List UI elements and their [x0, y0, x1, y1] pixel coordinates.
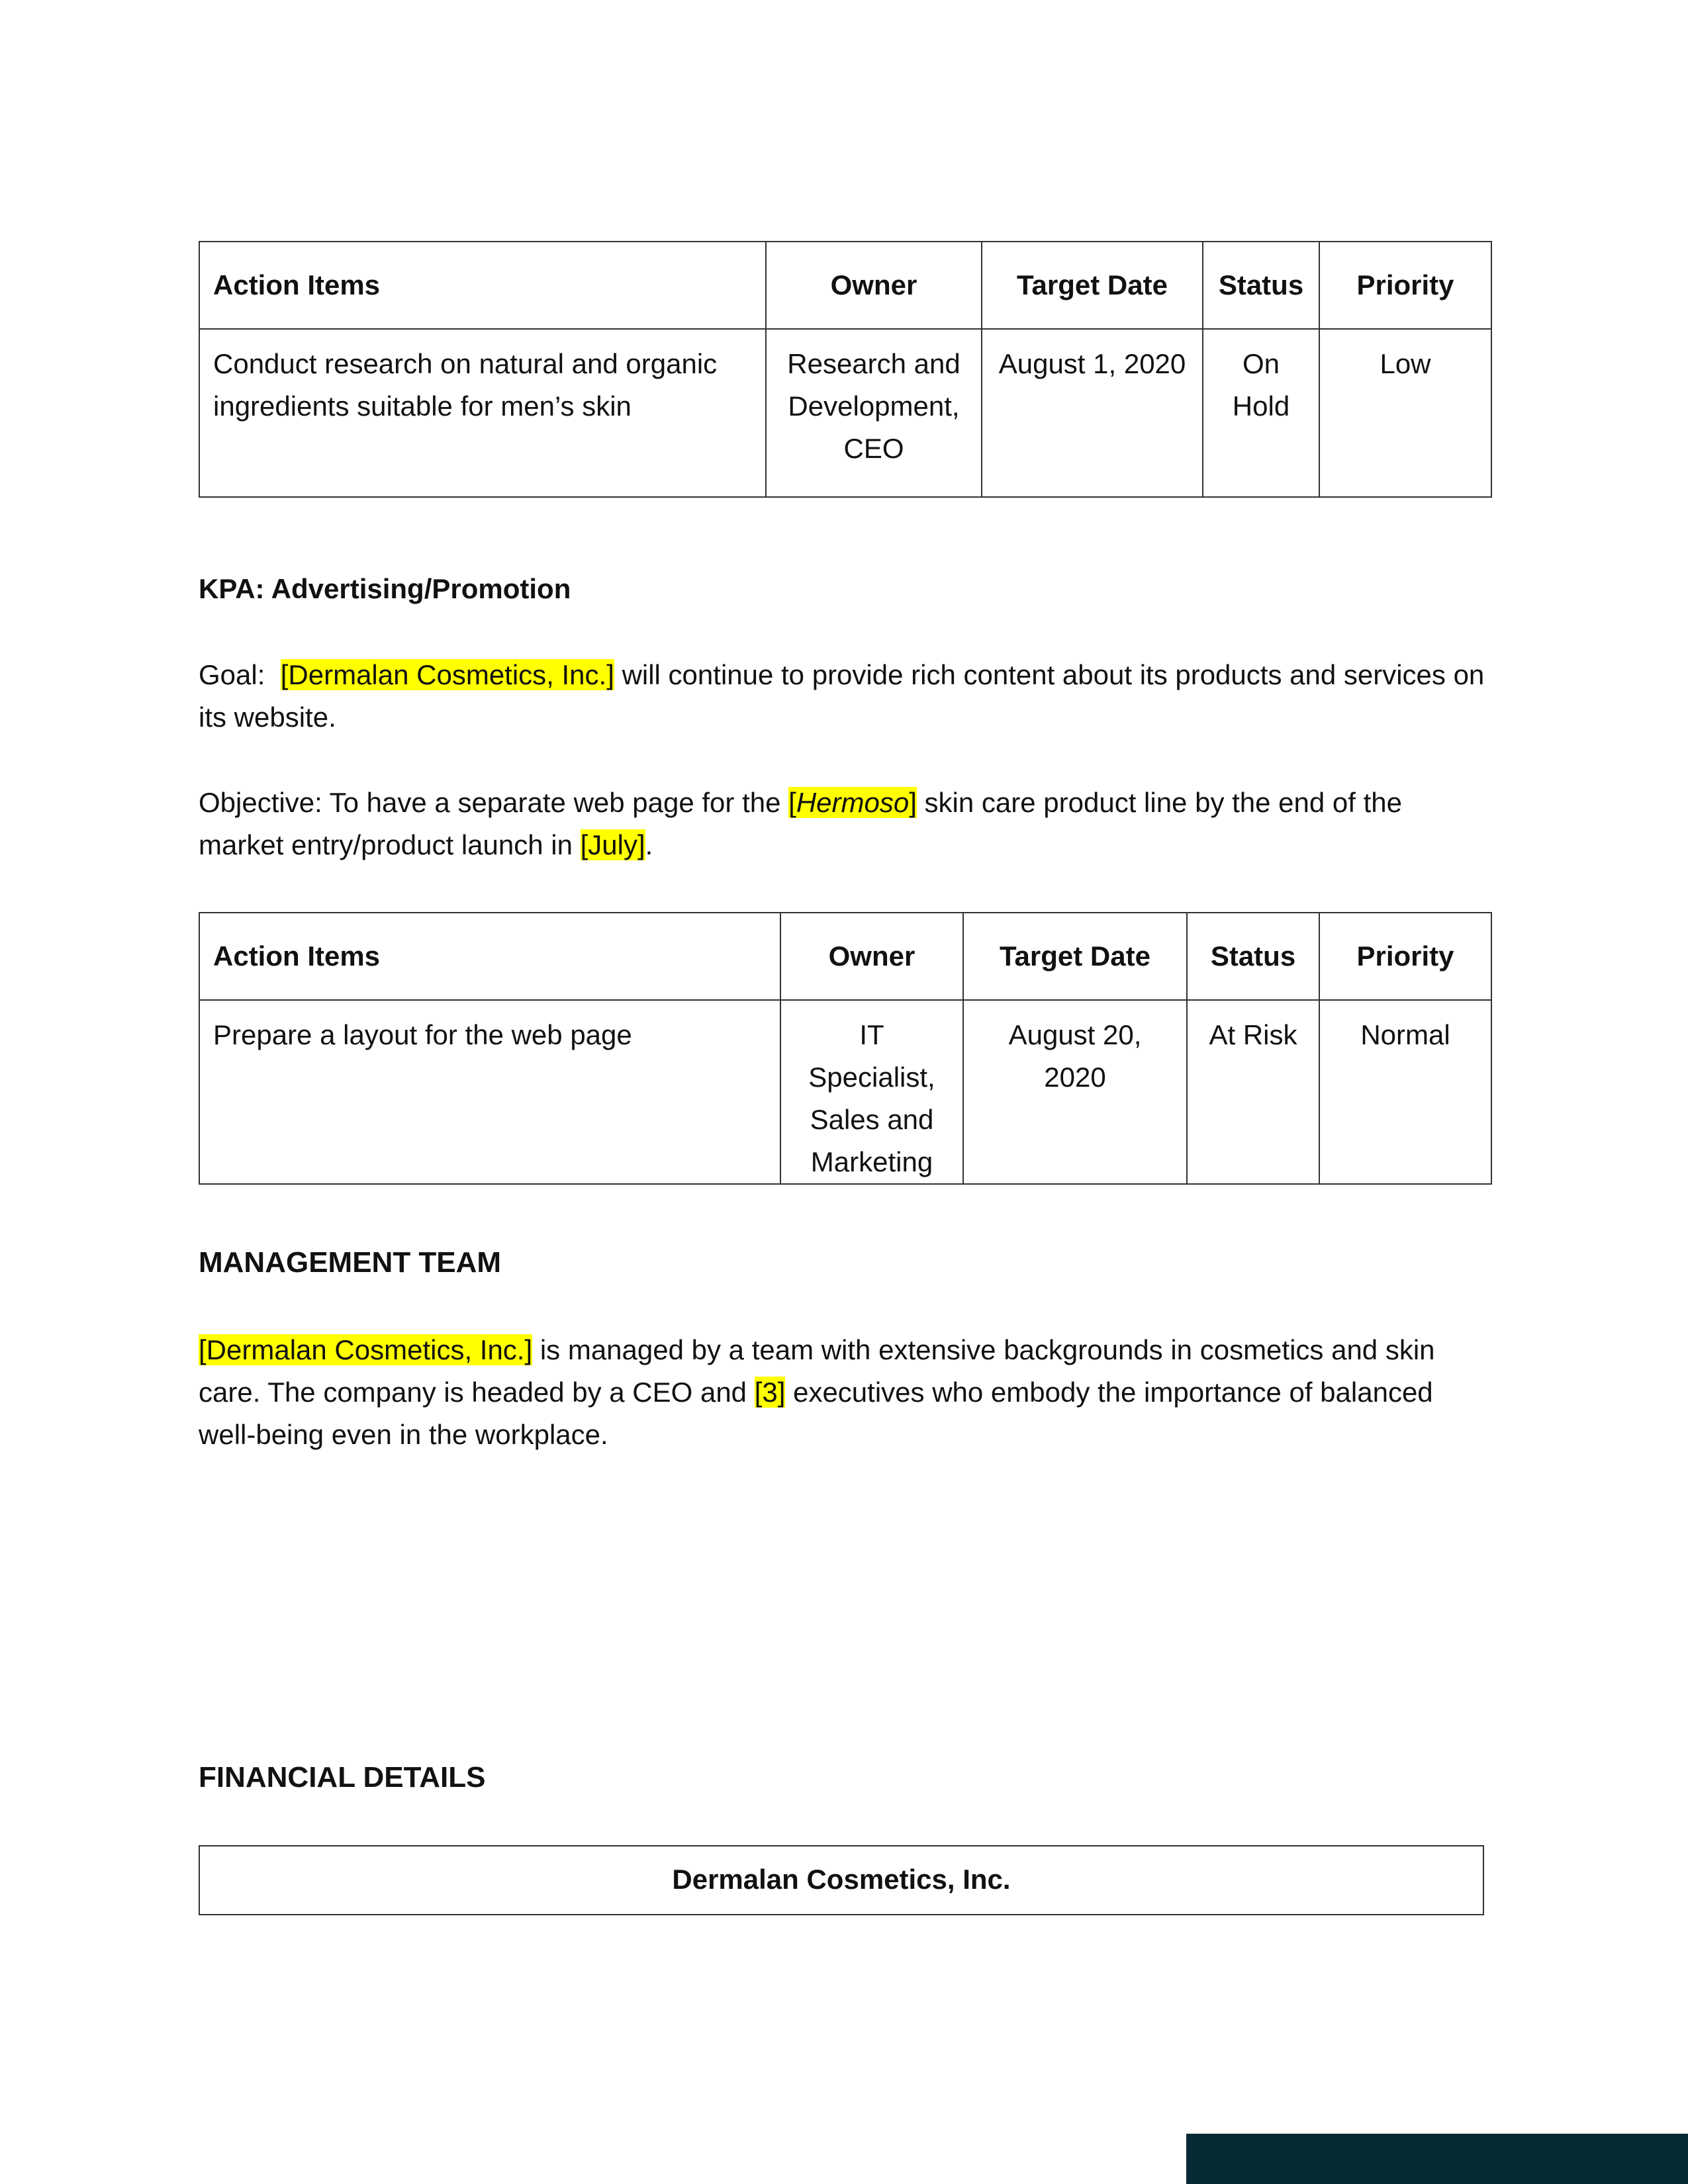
- bracket-close: ]: [909, 787, 917, 818]
- management-text-1: is managed by a team with extensive backgrounds in cosmetics and skin care. The company is headed by a CEO and: [199, 1334, 1435, 1408]
- header-priority: Priority: [1319, 913, 1491, 1000]
- management-company-placeholder: [Dermalan Cosmetics, Inc.]: [199, 1334, 533, 1365]
- cell-priority: Normal: [1319, 1000, 1491, 1184]
- header-target-date: Target Date: [982, 242, 1203, 329]
- cell-owner: [766, 329, 982, 497]
- owner-line: CEO: [843, 433, 904, 464]
- header-owner: Owner: [766, 242, 982, 329]
- objective-product-placeholder: [788, 787, 917, 818]
- bracket-open: [: [788, 787, 796, 818]
- date-line: 2020: [1044, 1062, 1106, 1093]
- kpa-heading: KPA: Advertising/Promotion: [199, 573, 571, 604]
- management-heading: MANAGEMENT TEAM: [199, 1246, 502, 1279]
- objective-month-placeholder: [July]: [580, 829, 645, 860]
- goal-text: will continue to provide rich content about its products and services on its website.: [199, 659, 1485, 733]
- owner-line: IT Specialist,: [808, 1019, 935, 1093]
- table-row: [199, 329, 1491, 497]
- financial-heading: FINANCIAL DETAILS: [199, 1761, 486, 1794]
- cell-target-date: [963, 1000, 1187, 1184]
- action-items-table-1: [199, 241, 1492, 498]
- header-target-date: Target Date: [963, 913, 1187, 1000]
- header-action-items: Action Items: [199, 242, 766, 329]
- footer-corner-block: [1186, 2134, 1688, 2184]
- header-status: Status: [1203, 242, 1319, 329]
- date-line: August 20,: [1008, 1019, 1142, 1050]
- cell-status: [1203, 329, 1319, 497]
- goal-company-placeholder: [Dermalan Cosmetics, Inc.]: [280, 659, 614, 690]
- action-items-table-2: [199, 912, 1492, 1185]
- table-header-row: [199, 242, 1491, 329]
- objective-paragraph: [199, 782, 1491, 866]
- financial-table-title: Dermalan Cosmetics, Inc.: [199, 1845, 1484, 1915]
- management-paragraph: [199, 1329, 1491, 1456]
- owner-line: Sales and: [810, 1104, 934, 1135]
- header-owner: Owner: [780, 913, 963, 1000]
- goal-paragraph: [199, 654, 1491, 739]
- goal-prefix: Goal:: [199, 659, 265, 690]
- cell-priority: Low: [1319, 329, 1491, 497]
- header-action-items: Action Items: [199, 913, 780, 1000]
- objective-end: .: [645, 829, 653, 860]
- management-count-placeholder: [3]: [754, 1377, 786, 1408]
- owner-line: Development,: [788, 390, 960, 422]
- cell-status: At Risk: [1187, 1000, 1319, 1184]
- cell-owner: [780, 1000, 963, 1184]
- objective-prefix: Objective: To have a separate web page for the: [199, 787, 781, 818]
- objective-middle: skin care product line by the end of the market entry/product launch in: [199, 787, 1402, 860]
- table-row: [199, 1000, 1491, 1184]
- owner-line: Marketing: [810, 1146, 933, 1177]
- owner-line: Research and: [787, 348, 961, 379]
- cell-action: Prepare a layout for the web page: [199, 1000, 780, 1184]
- status-line: Hold: [1232, 390, 1290, 422]
- cell-action: Conduct research on natural and organic ingredients suitable for men’s skin: [199, 329, 766, 497]
- table-header-row: [199, 913, 1491, 1000]
- cell-target-date: August 1, 2020: [982, 329, 1203, 497]
- status-line: On: [1242, 348, 1280, 379]
- header-priority: Priority: [1319, 242, 1491, 329]
- management-text-2: executives who embody the importance of balanced well-being even in the workplace.: [199, 1377, 1433, 1450]
- product-name: Hermoso: [796, 787, 910, 818]
- header-status: Status: [1187, 913, 1319, 1000]
